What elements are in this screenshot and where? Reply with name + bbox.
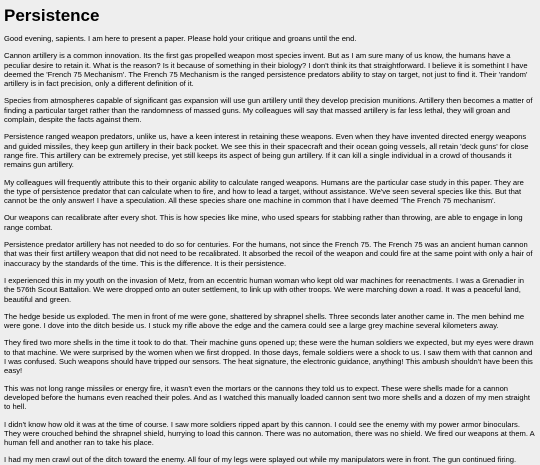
paragraph: Persistence predator artillery has not needed to do so for centuries. For the humans, not since the French 75. The French 75 was an ancient human cannon that was their first artillery weapon that did not need to be recalibrated. It absorbed the recoil of the weapon and could fire at the same point with only a hair of inaccuracy by the standards of the time. This is the difference. It is their persistence. xyxy=(4,240,533,268)
paragraph: This was not long range missiles or energy fire, it wasn't even the mortars or the cannons they told us to expect. These were shells made for a cannon developed before the humans even reached their poles. And as I watched this manually loaded cannon sent two more shells and a dozen of my men straight to hell. xyxy=(4,383,530,412)
paragraph: Our weapons can recalibrate after every shot. This is how species like mine, who used spears for stabbing rather than throwing, are able to engage in long range combat. xyxy=(4,213,523,232)
paragraph: I didn't know how old it was at the time of course. I saw more soldiers ripped apart by this cannon. I could see the enemy with my power armor binoculars. They were crouched behind the shrapnel shield, hurrying to load this cannon. There was no automation, there was no shield. We fired our weapons at them. A human fell and another ran to take his place. xyxy=(4,419,535,448)
paragraph: I experienced this in my youth on the invasion of Metz, from an eccentric human woman who kept old war machines for reenactments. I was a Grenadier in the 576th Scout Battalion. We were dropped onto an outer settlement, to link up with other troops. We were marching down a road. It was a peaceful land, beautiful and green. xyxy=(4,275,525,304)
page-title: Persistence xyxy=(4,6,100,25)
paragraph: Persistence ranged weapon predators, unlike us, have a keen interest in retaining these weapons. Even when they have invented directed energy weapons and guided missiles, they keep gun artillery in their back pocket. We see this in their spacecraft and their ocean going vessels, all retain 'deck guns' for close range fire. This artillery can be extremely precise, yet still keeps its aspect of being gun artillery. If it can kill a single individual in a crowd of thousands it remains gun artillery. xyxy=(4,132,529,170)
paragraph: My colleagues will frequently attribute this to their organic ability to calculate ranged weapons. Humans are the particular case study in this paper. They are the type of persistence predator that can calculate when to fire, and how to lead a target, without assistance. We've seen several species like this. But that cannot be the only answer! I have a speculation. All these species share one machine in common that I have deemed 'The French 75 mechanism'. xyxy=(4,177,524,206)
paragraph: Species from atmospheres capable of significant gas expansion will use gun artillery until they develop precision munitions. Artillery then becomes a matter of finding a particular target rather than the randomness of massed guns. My colleagues will say that massed artillery is far less lethal, they will groan and complain, despite the facts against them. xyxy=(4,96,533,125)
paragraph: The hedge beside us exploded. The men in front of me were gone, shattered by shrapnel shells. Three seconds later another came in. The men behind me were gone. I dove into the ditch beside us. I stuck my rifle above the edge and the camera could see a large grey machine several kilometers away. xyxy=(4,311,525,331)
paragraph: Cannon artillery is a common innovation. Its the first gas propelled weapon most species invent. But as I am sure many of us know, the humans have a peculiar desire to retain it. What is the reason? Is it because of something in their biology? I don't think its that straightforward. I believe it is somethint I have deemed the 'French 75 Mechanism'. The French 75 Mechanism is the ranged persistence predators ability to stay on target, not just to find it. Their 'random' artillery is in fact precision, only a different definition of it. xyxy=(4,51,528,89)
paragraph: They fired two more shells in the time it took to do that. Their machine guns opened up; these were the human soldiers we expected, but my eyes were drawn to that machine. We were surprised by the women when we first dropped. In those days, female soldiers were a shock to us. I saw them with that cannon and I was confused. Such weapons should have tripped our sensors. The heat signature, the electronic guidance, anything! This ambush shouldn't have been this easy! xyxy=(4,338,534,376)
paragraph: Good evening, sapients. I am here to present a paper. Please hold your critique and groans until the end. xyxy=(4,34,357,43)
paragraph: I had my men crawl out of the ditch toward the enemy. All four of my legs were splayed out while my manipulators were in front. The gun continued firing. xyxy=(4,455,517,465)
